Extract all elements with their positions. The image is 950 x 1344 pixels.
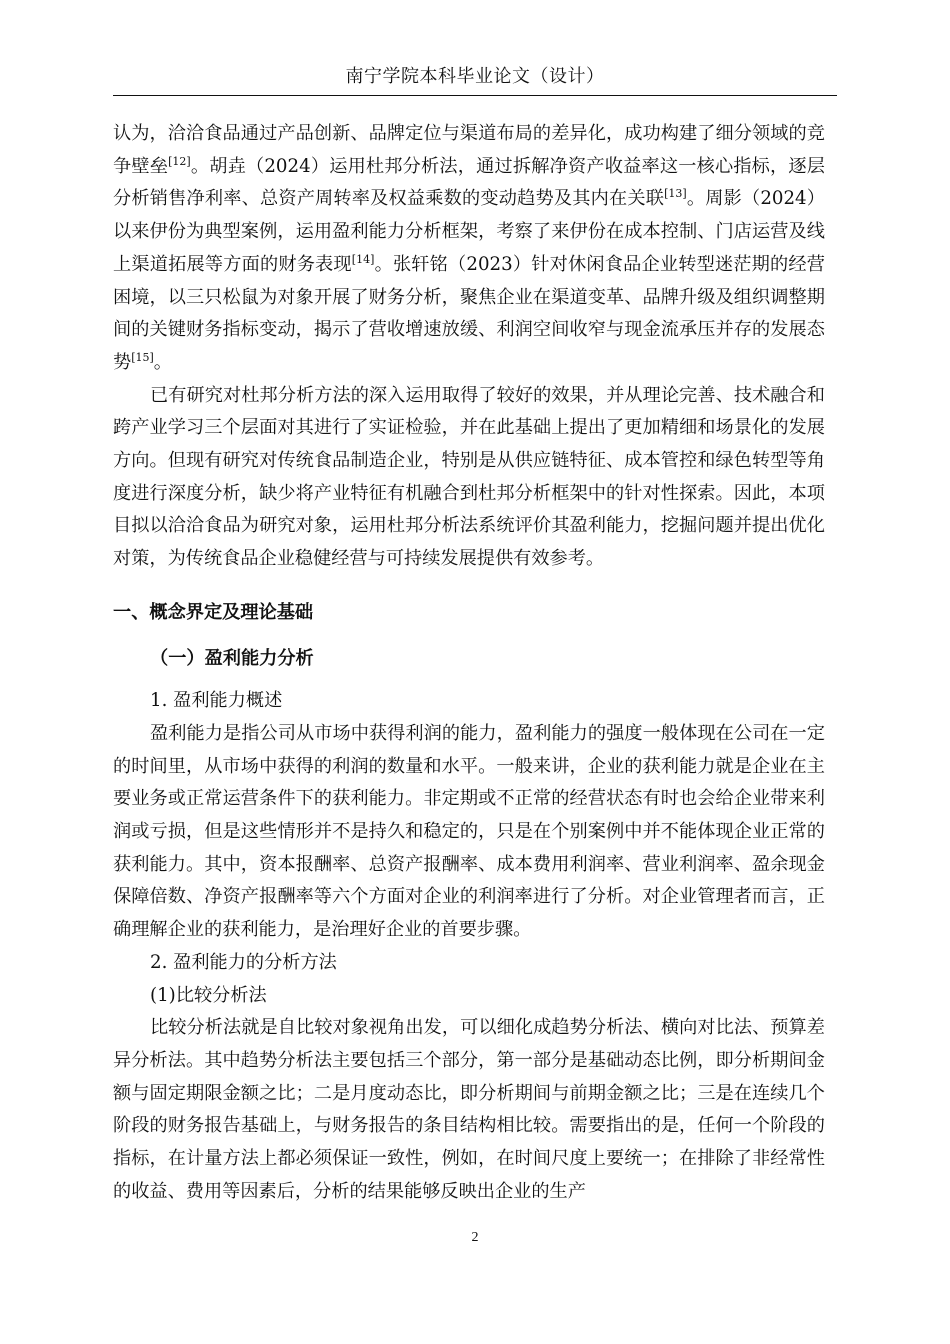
citation-ref: [15] <box>131 350 154 364</box>
subsubsection-heading: 2. 盈利能力的分析方法 <box>150 951 337 973</box>
paragraph-comparative-analysis: 比较分析法就是自比较对象视角出发，可以细化成趋势分析法、横向对比法、预算差异分析法。其中趋势分析法主要包括三个部分，第一部分是基础动态比例，即分析期间金额与固定期限金额之比；二是月度动态比，即分析期间与前期金额之比；三是在连续几个阶段的财务报告基础上，与财务报告的条目结构相比较。需要指出的是，任何一个阶段的指标，在计量方法上都必须保证一致性，例如，在时间尺度上要统一；在排除了非经常性的收益、费用等因素后，分析的结果能够反映出企业的生产 <box>113 1017 825 1202</box>
header-rule <box>113 95 837 96</box>
subsection-heading: （一）盈利能力分析 <box>150 647 314 669</box>
citation-ref: [13] <box>664 187 687 201</box>
page-header: 南宁学院本科毕业论文（设计） <box>345 66 605 87</box>
citation-ref: [12] <box>168 154 191 168</box>
method-heading: (1)比较分析法 <box>150 984 267 1006</box>
section-heading: 一、概念界定及理论基础 <box>113 601 314 623</box>
paragraph-text: 。张轩铭（2023）针对休闲食品企业转型迷茫期的经营困境，以三只松鼠为对象开展了财务分析，聚焦企业在渠道变革、品牌升级及组织调整期间的关键财务指标变动，揭示了营收增速放缓、利润空间收窄与现金流承压并存的发展态势 <box>113 253 825 373</box>
paragraph-research-summary: 已有研究对杜邦分析方法的深入运用取得了较好的效果，并从理论完善、技术融合和跨产业学习三个层面对其进行了实证检验，并在此基础上提出了更加精细和场景化的发展方向。但现有研究对传统食品制造企业，特别是从供应链特征、成本管控和绿色转型等角度进行深度分析，缺少将产业特征有机融合到杜邦分析框架中的针对性探索。因此，本项目拟以洽洽食品为研究对象，运用杜邦分析法系统评价其盈利能力，挖掘问题并提出优化对策，为传统食品企业稳健经营与可持续发展提供有效参考。 <box>113 384 825 570</box>
page-number: 2 <box>471 1230 479 1245</box>
paragraph-text: 。胡垚（2024）运用杜邦分析法，通过拆解净资产收益率这一核心指标，逐层分析销售净利率、总资产周转率及权益乘数的变动趋势及其内在关联 <box>113 155 825 210</box>
subsubsection-heading: 1. 盈利能力概述 <box>150 690 283 712</box>
paragraph-profitability-overview: 盈利能力是指公司从市场中获得利润的能力，盈利能力的强度一般体现在公司在一定的时间里，从市场中获得的利润的数量和水平。一般来讲，企业的获利能力就是企业在主要业务或正常运营条件下的获利能力。非定期或不正常的经营状态有时也会给企业带来利润或亏损，但是这些情形并不是持久和稳定的，只是在个别案例中并不能体现企业正常的获利能力。其中，资本报酬率、总资产报酬率、成本费用利润率、营业利润率、盈余现金保障倍数、净资产报酬率等六个方面对企业的利润率进行了分析。对企业管理者而言，正确理解企业的获利能力，是治理好企业的首要步骤。 <box>113 722 825 941</box>
page-content <box>113 118 825 1209</box>
paragraph-text: 。 <box>153 351 172 373</box>
paragraph-literature-continued <box>113 118 825 380</box>
paragraph-text: 。周影（2024）以来伊份为典型案例，运用盈利能力分析框架，考察了来伊份在成本控制、门店运营及线上渠道拓展等方面的财务表现 <box>113 188 825 275</box>
paragraph-text: 认为，洽洽食品通过产品创新、品牌定位与渠道布局的差异化，成功构建了细分领域的竞争壁垒 <box>113 123 825 177</box>
citation-ref: [14] <box>351 252 375 266</box>
